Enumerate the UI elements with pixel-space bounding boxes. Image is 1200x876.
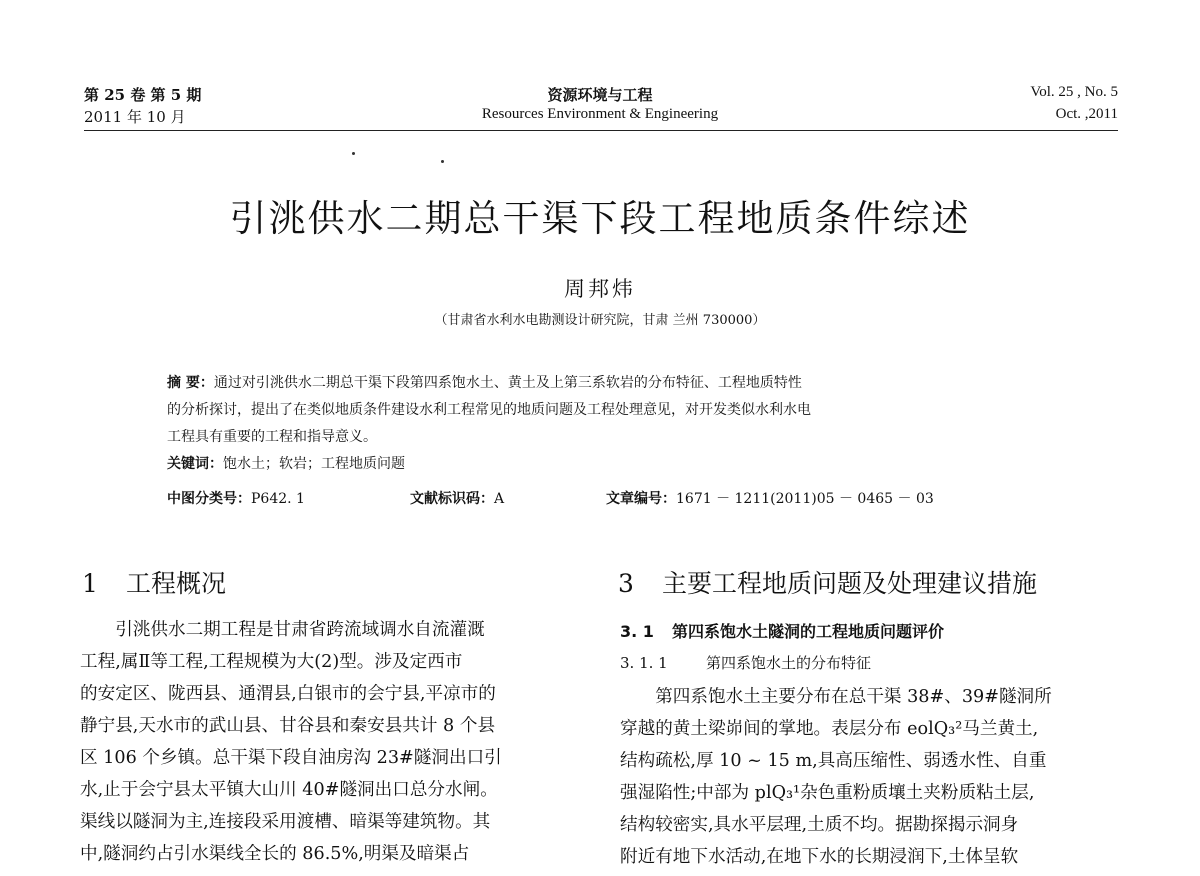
article-no-value: 1671 － 1211(2011)05 － 0465 － 03 xyxy=(676,491,934,507)
body-line: 附近有地下水活动,在地下水的长期浸润下,土体呈软 xyxy=(620,847,1019,867)
article-no-label: 文章编号： xyxy=(606,491,676,507)
journal-volume-en: Vol. 25 , No. 5 xyxy=(1030,84,1118,100)
subsubsection-heading xyxy=(620,652,871,673)
body-line: 强湿陷性;中部为 plQ₃¹杂色重粉质壤土夹粉质粘土层, xyxy=(620,783,1035,803)
doc-code-label: 文献标识码： xyxy=(410,491,494,507)
scan-speck xyxy=(441,160,444,163)
body-line: 区 106 个乡镇。总干渠下段自油房沟 23#隧洞出口引 xyxy=(80,748,502,768)
header-rule xyxy=(84,130,1118,131)
keywords-label: 关键词： xyxy=(167,456,223,472)
section-heading-3 xyxy=(618,564,1037,600)
abstract xyxy=(167,370,1047,478)
author-name: 周邦炜 xyxy=(564,277,636,301)
classification-value: P642. 1 xyxy=(251,491,305,507)
doc-code-value: A xyxy=(494,491,505,507)
left-column-body xyxy=(80,614,585,870)
subsubsection-number: 3. 1. 1 xyxy=(620,654,668,672)
abstract-line: 工程具有重要的工程和指导意义。 xyxy=(167,429,377,445)
body-line: 工程,属Ⅱ等工程,工程规模为大(2)型。涉及定西市 xyxy=(80,652,463,672)
right-column-body xyxy=(620,681,1120,873)
paper-title: 引洮供水二期总干渠下段工程地质条件综述 xyxy=(229,197,971,240)
classification-label: 中图分类号： xyxy=(167,491,251,507)
section-title: 主要工程地质问题及处理建议措施 xyxy=(662,569,1038,598)
abstract-line: 通过对引洮供水二期总干渠下段第四系饱水土、黄土及上第三系软岩的分布特征、工程地质特性 xyxy=(213,375,802,391)
keywords-value: 饱水土；软岩；工程地质问题 xyxy=(223,456,405,472)
abstract-label: 摘 要： xyxy=(167,375,214,391)
body-line: 结构疏松,厚 10 ~ 15 m,具高压缩性、弱透水性、自重 xyxy=(620,751,1047,771)
body-line: 穿越的黄土梁峁间的掌地。表层分布 eolQ₃²马兰黄土, xyxy=(620,719,1039,739)
body-line: 的安定区、陇西县、通渭县,白银市的会宁县,平凉市的 xyxy=(80,684,496,704)
subsection-number: 3. 1 xyxy=(620,622,654,641)
section-number: 1 xyxy=(82,569,98,598)
body-line: 中,隧洞约占引水渠线全长的 86.5%,明渠及暗渠占 xyxy=(80,844,470,864)
section-heading-1 xyxy=(82,564,226,600)
journal-name-en: Resources Environment & Engineering xyxy=(481,106,719,122)
journal-date-en: Oct. ,2011 xyxy=(1055,106,1118,122)
body-line: 静宁县,天水市的武山县、甘谷县和秦安县共计 8 个县 xyxy=(80,716,496,736)
section-title: 工程概况 xyxy=(126,569,227,598)
subsection-heading xyxy=(620,619,944,642)
journal-name-cn: 资源环境与工程 xyxy=(547,86,653,104)
author-affiliation: （甘肃省水利水电勘测设计研究院，甘肃 兰州 730000） xyxy=(434,313,766,328)
body-line: 渠线以隧洞为主,连接段采用渡槽、暗渠等建筑物。其 xyxy=(80,812,491,832)
subsubsection-title: 第四系饱水土的分布特征 xyxy=(706,654,872,672)
body-line: 引洮供水二期工程是甘肃省跨流域调水自流灌溉 xyxy=(115,620,485,640)
body-line: 第四系饱水土主要分布在总干渠 38#、39#隧洞所 xyxy=(655,687,1052,707)
subsection-title: 第四系饱水土隧洞的工程地质问题评价 xyxy=(672,622,945,641)
scan-speck xyxy=(352,152,355,155)
journal-date: 2011 年 10 月 xyxy=(84,108,186,126)
body-line: 结构较密实,具水平层理,土质不均。据勘探揭示洞身 xyxy=(620,815,1019,835)
body-line: 水,止于会宁县太平镇大山川 40#隧洞出口总分水闸。 xyxy=(80,780,498,800)
abstract-line: 的分析探讨，提出了在类似地质条件建设水利工程常见的地质问题及工程处理意见，对开发类似水利水电 xyxy=(167,402,811,418)
section-number: 3 xyxy=(618,569,634,598)
journal-volume-issue: 第 25 卷 第 5 期 xyxy=(84,86,202,104)
